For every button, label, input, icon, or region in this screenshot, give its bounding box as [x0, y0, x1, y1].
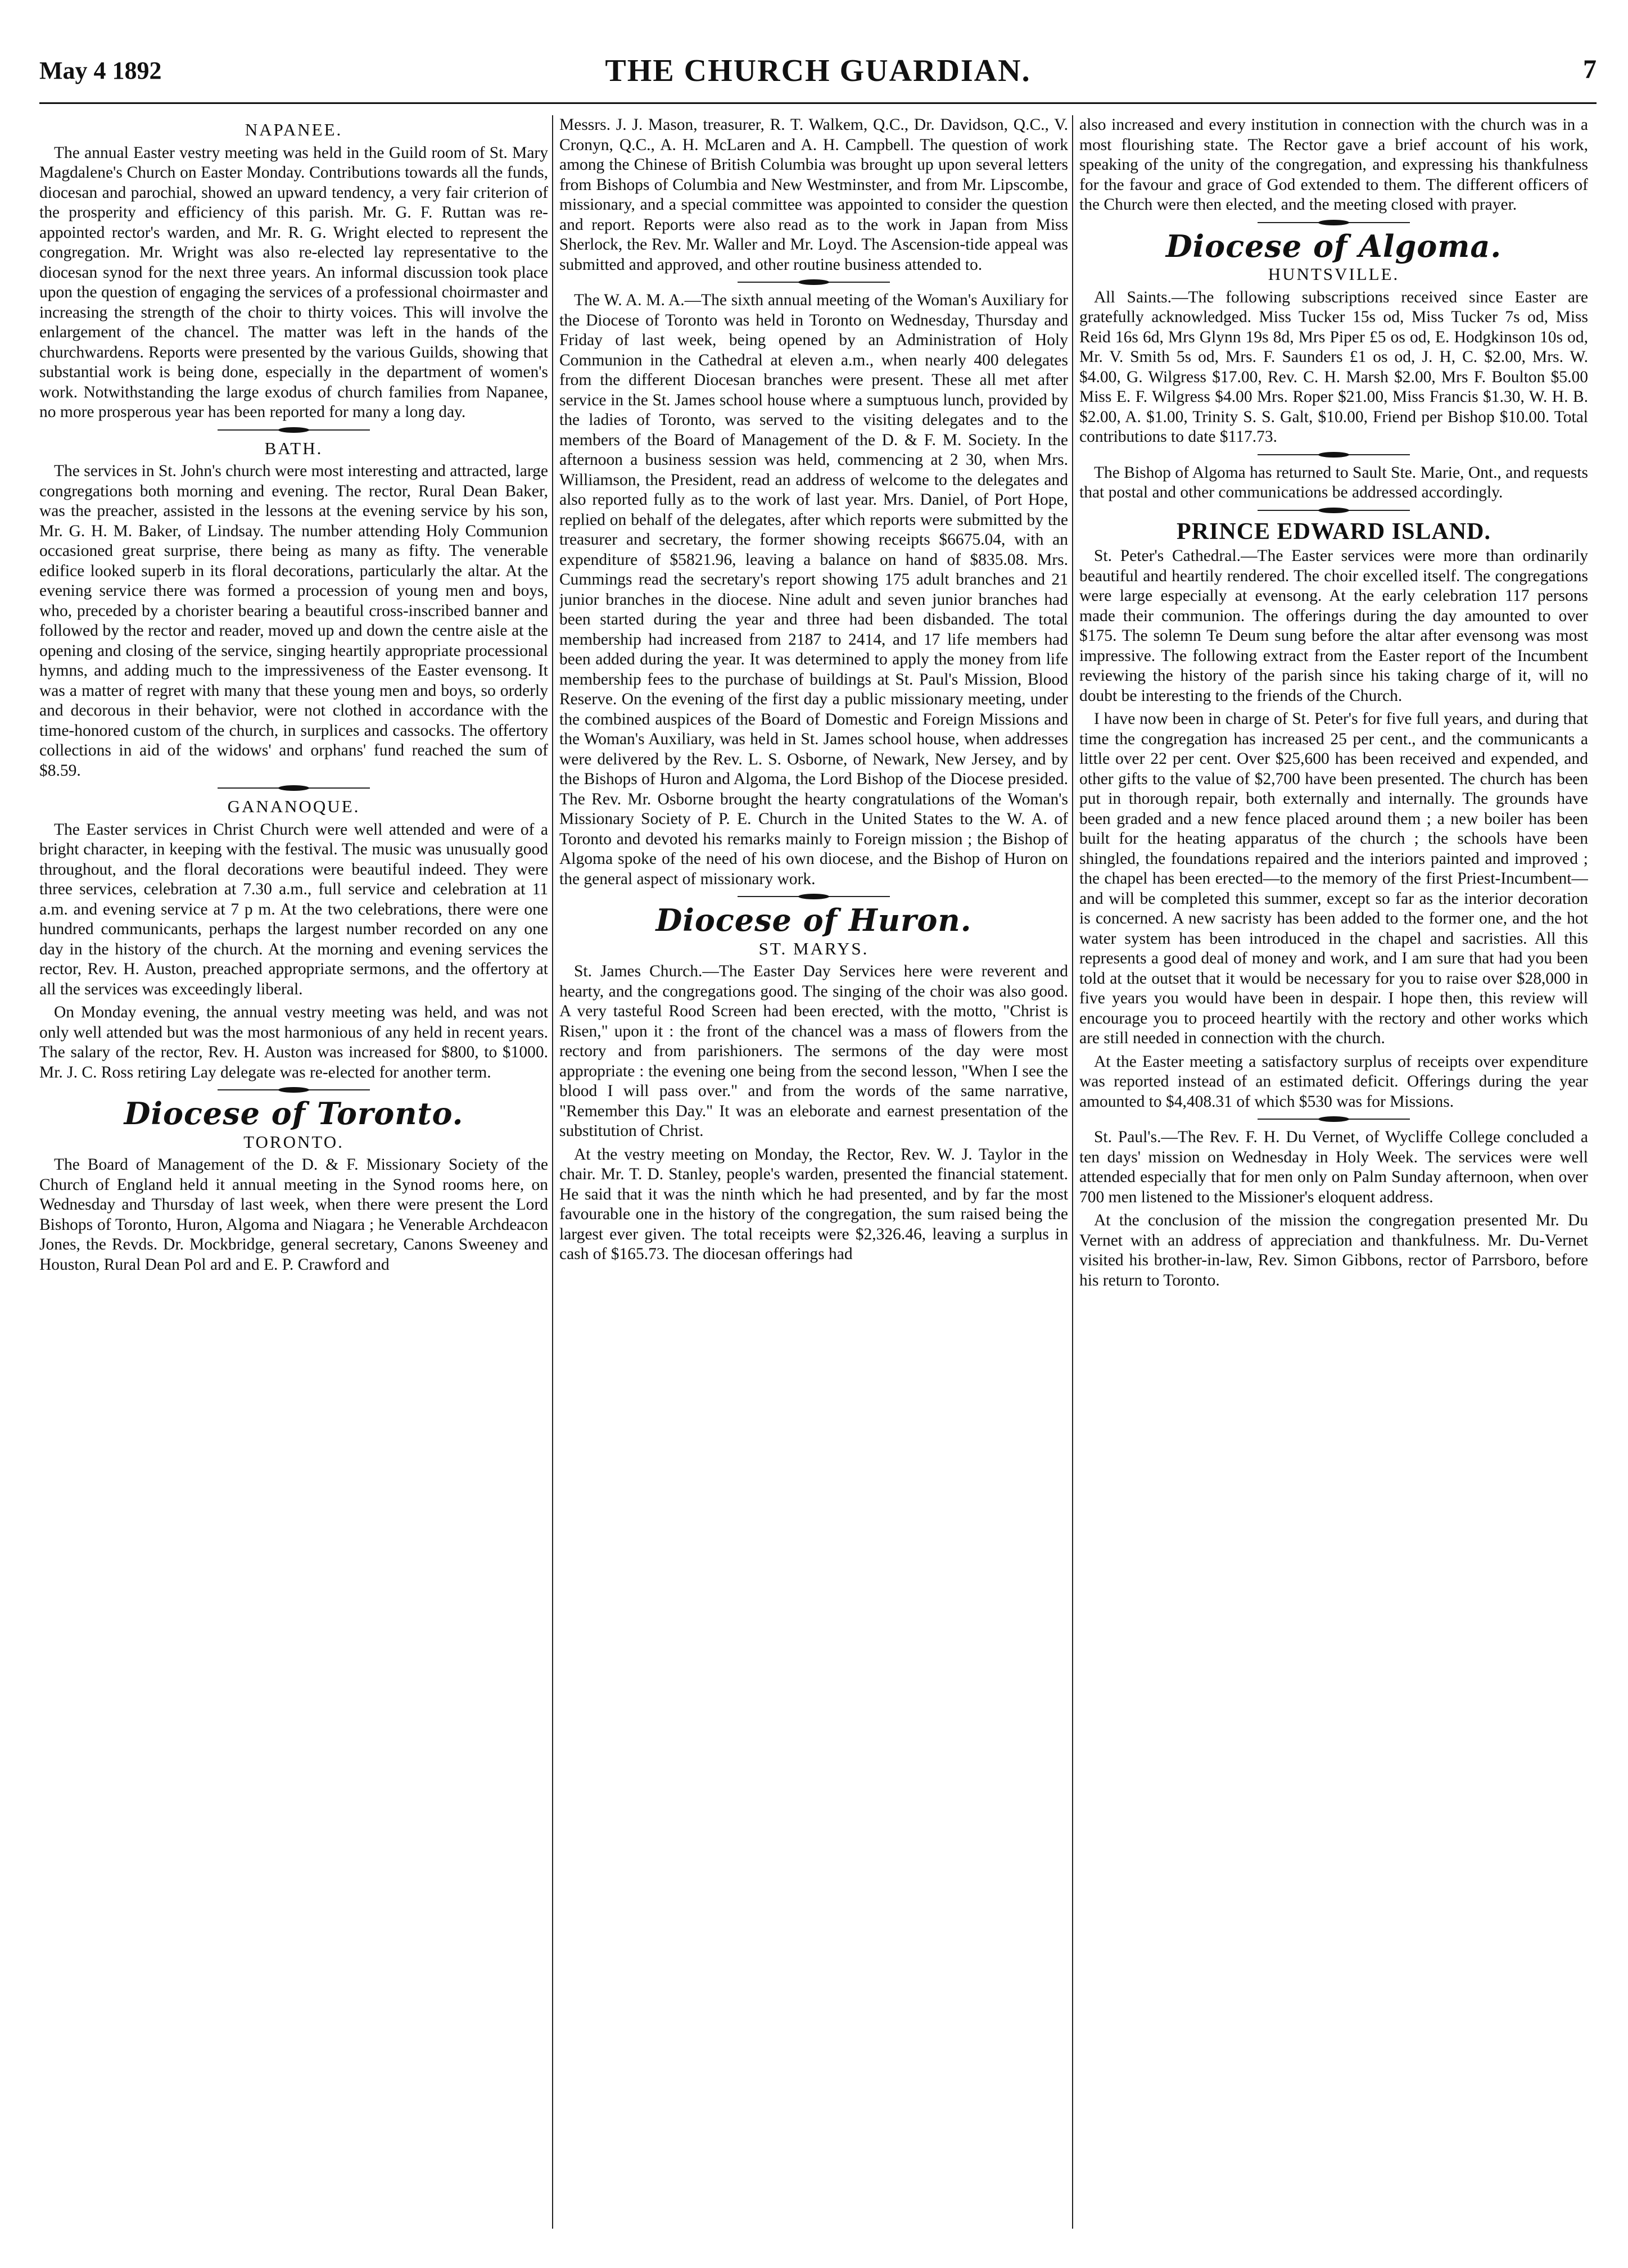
article-paragraph: I have now been in charge of St. Peter's for five full years, and during that time the congregation has increased 25 per cent., and the communicants a little over 22 per cent. Over $25,600 has been received and expended, and other gifts to the value of $2,700 have been presented. The church has been put in thorough repair, both externally and internally. The grounds have been graded and a new fence placed around them ; a new boiler has been built for the heating apparatus of the church ; the schools have been shingled, the foundations repaired and the interiors painted and improved ; the chapel has been erected—to the memory of the first Priest-Incumbent—and will be completed this summer, except so far as the interior decoration is concerned. A new sacristy has been added to the former one, and the hot water system has been introduced in the chapel and sacristies. All this represents a good deal of money and work, and I am sure that had you been told at the outset that it would be necessary for you to raise over $28,000 in five years you would have been in despair. I hope then, this review will encourage you to proceed heartily with the rectory and other works which are still needed in connection with the church.	[1079, 710, 1588, 1047]
article-paragraph: St. Paul's.—The Rev. F. H. Du Vernet, of Wycliffe College concluded a ten days' mission on Wednesday in Holy Week. The services were well attended especially that for men only on Palm Sunday afternoon, when over 700 men listened to the Missioner's eloquent address.	[1079, 1128, 1588, 1206]
section-ornament	[559, 278, 1068, 286]
section-ornament	[1079, 506, 1588, 514]
article-paragraph: The services in St. John's church were most interesting and attracted, large congregations both morning and evening. The rector, Rural Dean Baker, was the preacher, assisted in the lessons at the evening service by his son, Mr. G. H. M. Baker, of Lindsay. The number attending Holy Communion occasioned great surprise, there being as many as fifty. The venerable edifice looked superb in its floral decorations, particularly the altar. At the evening service there was formed a procession of young men and boys, who, preceded by a chorister bearing a beautiful cross-inscribed banner and followed by the rector and reader, moved up and down the centre aisle at the opening and closing of the service, singing heartily appropriate processional hymns, and adding much to the impressiveness of the Easter evensong. It was a matter of regret with many that these young men and boys, so orderly and decorous in their behavior, were not clothed in accordance with the time-honored custom of the church, in surplices and cassocks. The offertory collections in aid of the widows' and orphans' fund reached the sum of $8.59.	[39, 462, 548, 780]
diocese-heading-algoma: Diocese of Algoma.	[1165, 228, 1502, 264]
newspaper-title: THE CHURCH GUARDIAN.	[605, 53, 1031, 88]
column-1	[39, 115, 548, 2251]
issue-date: May 4 1892	[39, 57, 162, 84]
section-ornament	[1079, 1115, 1588, 1123]
article-paragraph: At the Easter meeting a satisfactory surplus of receipts over expenditure was reported instead of an estimated deficit. Offerings during the year amounted to $4,408.31 of which $530 was for Missions.	[1079, 1052, 1588, 1111]
header-rule	[39, 102, 1597, 104]
article-paragraph: All Saints.—The following subscriptions received since Easter are gratefully acknowledged. Miss Tucker 15s od, Miss Tucker 7s od, Miss Reid 16s 6d, Mrs Glynn 19s 8d, Mrs Piper £5 os od, E. Hodgkinson 10s od, Mr. V. Smith 5s od, Mrs. F. Saunders £1 os od, J. H, C. $2.00, Mrs. W. $4.00, G. Wilgress $17.00, Rev. C. H. Marsh $2.00, Mrs F. Boulton $5.00 Miss E. F. Wilgress $4.00 Mrs. Roper $21.00, Miss Francis $1.30, W. H. B. $2.00, A. $1.00, Trinity S. S. Galt, $10.00, Friend per Bishop $10.00. Total contributions to date $117.73.	[1079, 288, 1588, 446]
section-heading-toronto: TORONTO.	[243, 1131, 344, 1152]
section-heading-gananoque: GANANOQUE.	[227, 796, 360, 816]
section-ornament	[39, 426, 548, 434]
article-paragraph: At the conclusion of the mission the congregation presented Mr. Du Vernet with an address of appreciation and thankfulness. Mr. Du-Vernet visited his brother-in-law, Rev. Simon Gibbons, rector of Parrsboro, before his return to Toronto.	[1079, 1211, 1588, 1289]
article-paragraph: St. James Church.—The Easter Day Services here were reverent and hearty, and the congregations good. The singing of the choir was also good. A very tasteful Rood Screen had been erected, with the motto, "Christ is Risen," upon it : the front of the chancel was a mass of flowers from the rectory and from parishioners. The sermons of the day were most appropriate : the evening one being from the second lesson, "When I see the blood I will pass over." and from the words of the same narrative, "Remember this Day." It was an eleborate and earnest presentation of the substitution of Christ.	[559, 962, 1068, 1140]
diocese-heading-toronto: Diocese of Toronto.	[124, 1095, 464, 1131]
article-paragraph: At the vestry meeting on Monday, the Rector, Rev. W. J. Taylor in the chair. Mr. T. D. Stanley, people's warden, presented the financial statement. He said that it was the ninth which he had presented, and by far the most favourable one in the history of the congregation, the sum raised being the largest ever given. The total receipts were $2,326.46, leaving a surplus in cash of $165.73. The diocesan offerings had	[559, 1145, 1068, 1263]
section-ornament	[559, 893, 1068, 900]
column-divider	[552, 115, 553, 2229]
article-paragraph: The W. A. M. A.—The sixth annual meeting of the Woman's Auxiliary for the Diocese of Toronto was held in Toronto on Wednesday, Thursday and Friday of last week, being opened by an Administration of Holy Communion in the Cathedral at eleven a.m., when nearly 400 delegates from the different Diocesan branches were present. These all met after service in the St. James school house where a sumptuous lunch, provided by the ladies of Toronto, was served to the visiting delegates and to the members of the Board of Management of the D. & F. M. Society. In the afternoon a business session was held, commencing at 2 30, when Mrs. Williamson, the President, read an address of welcome to the delegates and also reported fully as to the work of last year. Mrs. Daniel, of Port Hope, replied on behalf of the delegates, after which reports were submitted by the treasurer and secretary, the former showing receipts $6675.04, with an expenditure of $5821.96, leaving a balance on hand of $835.08. Mrs. Cummings read the secretary's report showing 175 adult branches and 21 junior branches in the diocese. Nine adult and seven junior branches had been started during the year and three had been disbanded. The total membership had increased from 2187 to 2414, and 17 life members had been added during the year. It was determined to apply the money from life membership fees to the purchase of buildings at St. Paul's Mission, Blood Reserve. On the evening of the first day a public missionary meeting, under the combined auspices of the Board of Domestic and Foreign Missions and the Woman's Auxiliary, was held in St. James school house, when addresses were delivered by the Rev. L. S. Osborne, of Newark, New Jersey, and by the Bishops of Huron and Algoma, the Lord Bishop of the Diocese presided. The Rev. Mr. Osborne brought the hearty congratulations of the Woman's Missionary Society of P. E. Church in the United States to the W. A. of Toronto and devoted his remarks mainly to Foreign mission ; the Bishop of Algoma spoke of the need of his own diocese, and the Bishop of Huron on the general aspect of missionary work.	[559, 291, 1068, 888]
column-3	[1079, 115, 1588, 2251]
section-heading-st-marys: ST. MARYS.	[758, 938, 869, 958]
diocese-heading-huron: Diocese of Huron.	[655, 902, 972, 938]
section-heading-bath: BATH.	[264, 438, 323, 458]
article-paragraph: The Board of Management of the D. & F. Missionary Society of the Church of England held it annual meeting in the Synod rooms here, on Wednesday and Thursday of last week, when there were present the Lord Bishops of Toronto, Huron, Algoma and Niagara ; he Venerable Archdeacon Jones, the Revds. Dr. Mockbridge, general secretary, Canons Sweeney and Houston, Rural Dean Pol ard and E. P. Crawford and	[39, 1156, 548, 1274]
article-paragraph: St. Peter's Cathedral.—The Easter services were more than ordinarily beautiful and heartily rendered. The choir excelled itself. The congregations were large especially at evensong. At the early celebration 117 persons made their communion. The offerings during the day amounted to over $175. The solemn Te Deum sung before the altar after evensong was most impressive. The following extract from the Easter report of the Incumbent reviewing the history of the parish since his taking charge of it, will no doubt be interesting to the friends of the Church.	[1079, 547, 1588, 705]
section-heading-huntsville: HUNTSVILLE.	[1268, 264, 1400, 284]
page-number: 7	[1583, 55, 1597, 84]
article-paragraph: The annual Easter vestry meeting was held in the Guild room of St. Mary Magdalene's Church on Easter Monday. Contributions towards all the funds, diocesan and parochial, showed an upward tendency, a very fair criterion of the prosperity and efficiency of this parish. Mr. G. F. Ruttan was re-appointed rector's warden, and Mr. R. G. Wright elected to represent the congregation. Mr. Wright was also re-elected lay representative to the diocesan synod for the next three years. An informal discussion took place upon the question of engaging the services of a professional choirmaster and increasing the strength of the choir to thirty voices. This will involve the enlargement of the chancel. The matter was left in the hands of the churchwardens. Reports were presented by the various Guilds, showing that substantial work is being done, especially in the department of women's work. Notwithstanding the large exodus of church families from Napanee, no more prosperous year has been reported for many a long day.	[39, 143, 548, 421]
section-heading-prince-edward-island: PRINCE EDWARD ISLAND.	[1177, 518, 1491, 545]
article-paragraph: On Monday evening, the annual vestry meeting was held, and was not only well attended but was the most harmonious of any held in recent years. The salary of the rector, Rev. H. Auston was increased for $800, to $1000. Mr. J. C. Ross retiring Lay delegate was re-elected for another term.	[39, 1003, 548, 1081]
article-paragraph: also increased and every institution in connection with the church was in a most flourishing state. The Rector gave a brief account of his work, speaking of the unity of the congregation, and expressing his thankfulness for the favour and grace of God extended to them. The different officers of the Church were then elected, and the meeting closed with prayer.	[1079, 116, 1588, 214]
section-ornament	[1079, 219, 1588, 227]
section-ornament	[1079, 451, 1588, 459]
article-paragraph: The Easter services in Christ Church were well attended and were of a bright character, in keeping with the festival. The music was unusually good throughout, and the floral decorations were beautiful indeed. They were three services, celebration at 7.30 a.m., full service and celebration at 11 a.m. and evening service at 7 p m. At the two celebrations, there were one hundred communicants, perhaps the largest number recorded on any one day in the history of the church. At the morning and evening services the rector, Rev. H. Auston, preached appropriate sermons, and the offertory at all the services was exceedingly liberal.	[39, 820, 548, 998]
masthead	[39, 45, 1597, 96]
section-ornament	[39, 784, 548, 792]
section-ornament	[39, 1086, 548, 1094]
article-paragraph: The Bishop of Algoma has returned to Sault Ste. Marie, Ont., and requests that postal and other communications be addressed accordingly.	[1079, 463, 1588, 501]
article-paragraph: Messrs. J. J. Mason, treasurer, R. T. Walkem, Q.C., Dr. Davidson, Q.C., V. Cronyn, Q.C., A. H. McLaren and A. H. Campbell. The question of work among the Chinese of British Columbia was brought up upon several letters from Bishops of Columbia and New Westminster, and from Mr. Lipscombe, missionary, and a special committee was appointed to consider the question and report. Reports were also read as to the work in Japan from Miss Sherlock, the Rev. Mr. Waller and Mr. Loyd. The Ascension-tide appeal was submitted and approved, and other routine business attended to.	[559, 116, 1068, 274]
section-heading-napanee: NAPANEE.	[245, 120, 343, 139]
column-2	[559, 115, 1068, 2251]
column-divider	[1072, 115, 1073, 2229]
